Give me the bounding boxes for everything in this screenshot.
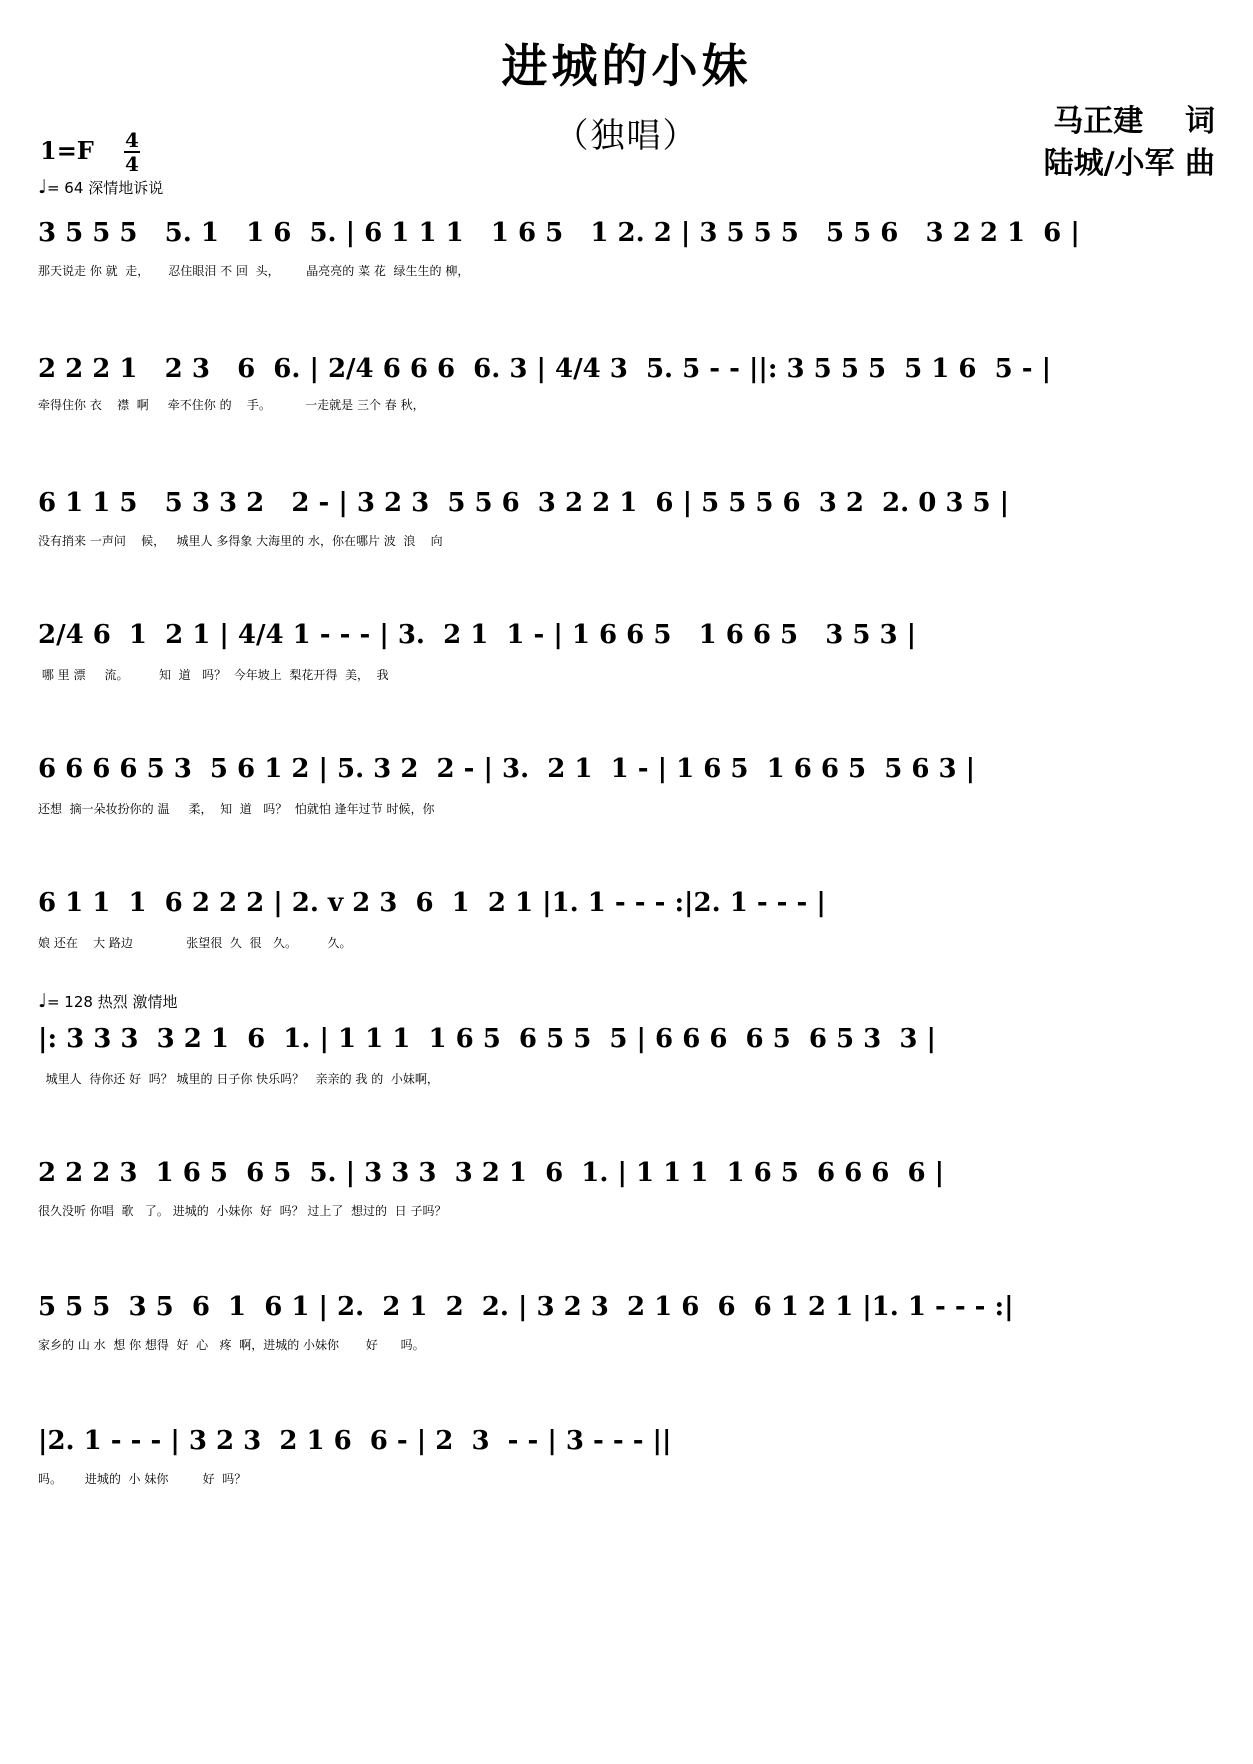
lyric-line-5: 还想 摘一朵妆扮你的 温 柔， 知 道 吗？ 怕就怕 逢年过节 时候，你 [38, 802, 435, 816]
lyricist-credit: 马正建 词 [1053, 104, 1215, 139]
notation-line-3 [38, 488, 1215, 532]
lyric-line-1: 那天说走 你 就 走， 忍住眼泪 不 回 头， 晶亮亮的 菜 花 绿生生的 柳， [38, 264, 470, 278]
notation-line-6 [38, 888, 1215, 932]
notation-text: 5 5 5 3 5 6 1 6 1 | 2. 2 1 2 2. | 3 2 3 2 1 6 6 6 1 2 1 |1. 1 - - - :| [38, 1292, 1014, 1322]
lyric-line-10: 吗。 进城的 小 妹你 好 吗？ [38, 1472, 247, 1486]
time-signature [124, 130, 140, 174]
lyric-line-6: 娘 还在 大 路边 张望很 久 很 久。 久。 [38, 936, 352, 950]
notation-text: 6 1 1 1 6 2 2 2 | 2. v 2 3 6 1 2 1 |1. 1 - - - :|2. 1 - - - | [38, 888, 826, 918]
quarter-note-icon: ♩ [38, 176, 47, 198]
notation-text: |2. 1 - - - | 3 2 3 2 1 6 6 - | 2 3 - - | 3 - - - || [38, 1426, 672, 1456]
notation-line-10 [38, 1426, 1215, 1470]
lyric-line-9: 家乡的 山 水 想 你 想得 好 心 疼 啊，进城的 小妹你 好 吗。 [38, 1338, 425, 1352]
notation-text: 2 2 2 3 1 6 5 6 5 5. | 3 3 3 3 2 1 6 1. | 1 1 1 1 6 5 6 6 6 6 | [38, 1158, 945, 1188]
lyric-line-4: 哪 里 漂 流。 知 道 吗？ 今年坡上 梨花开得 美， 我 [38, 668, 389, 682]
notation-line-9 [38, 1292, 1215, 1336]
lyric-line-8: 很久没听 你唱 歌 了。 进城的 小妹你 好 吗？ 过上了 想过的 日 子吗？ [38, 1204, 447, 1218]
notation-line-2 [38, 354, 1215, 398]
notation-text: 3 5 5 5 5. 1 1 6 5. | 6 1 1 1 1 6 5 1 2. 2 | 3 5 5 5 5 5 6 3 2 2 1 6 | [38, 218, 1080, 248]
song-subtitle: （独唱） [554, 116, 699, 156]
tempo-expression: 热烈 激情地 [97, 993, 178, 1011]
notation-line-7 [38, 1024, 1215, 1068]
tempo-marking-1 [38, 176, 163, 198]
tempo-expression: 深情地诉说 [88, 179, 164, 197]
lyric-line-3: 没有捎来 一声问 候， 城里人 多得象 大海里的 水，你在哪片 波 浪 向 [38, 534, 443, 548]
notation-line-4 [38, 620, 1215, 664]
notation-line-5 [38, 754, 1215, 798]
notation-line-8 [38, 1158, 1215, 1202]
tempo-marking-2 [38, 990, 178, 1012]
lyric-line-7: 城里人 待你还 好 吗？ 城里的 日子你 快乐吗？ 亲亲的 我 的 小妹啊， [38, 1072, 439, 1086]
composer-credit: 陆城/小军 曲 [1043, 146, 1215, 181]
time-signature-bottom: 4 [125, 152, 139, 176]
tempo-value: = 64 [46, 179, 84, 197]
notation-text: 2 2 2 1 2 3 6 6. | 2/4 6 6 6 6. 3 | 4/4 3 5. 5 - - ||: 3 5 5 5 5 1 6 5 - | [38, 354, 1052, 384]
notation-text: |: 3 3 3 3 2 1 6 1. | 1 1 1 1 6 5 6 5 5 5 | 6 6 6 6 5 6 5 3 3 | [38, 1024, 936, 1054]
lyric-line-2: 牵得住你 衣 襟 啊 牵不住你 的 手。 一走就是 三个 春 秋， [38, 398, 425, 412]
key-signature: 1=F [40, 136, 94, 165]
notation-text: 2/4 6 1 2 1 | 4/4 1 - - - | 3. 2 1 1 - | 1 6 6 5 1 6 6 5 3 5 3 | [38, 620, 917, 650]
notation-text: 6 6 6 6 5 3 5 6 1 2 | 5. 3 2 2 - | 3. 2 1 1 - | 1 6 5 1 6 6 5 5 6 3 | [38, 754, 976, 784]
quarter-note-icon: ♩ [38, 990, 47, 1012]
song-title: 进城的小妹 [501, 39, 752, 93]
time-signature-top: 4 [125, 128, 139, 152]
tempo-value: = 128 [46, 993, 93, 1011]
notation-text: 6 1 1 5 5 3 3 2 2 - | 3 2 3 5 5 6 3 2 2 1 6 | 5 5 5 6 3 2 2. 0 3 5 | [38, 488, 1010, 518]
notation-line-1 [38, 218, 1215, 262]
